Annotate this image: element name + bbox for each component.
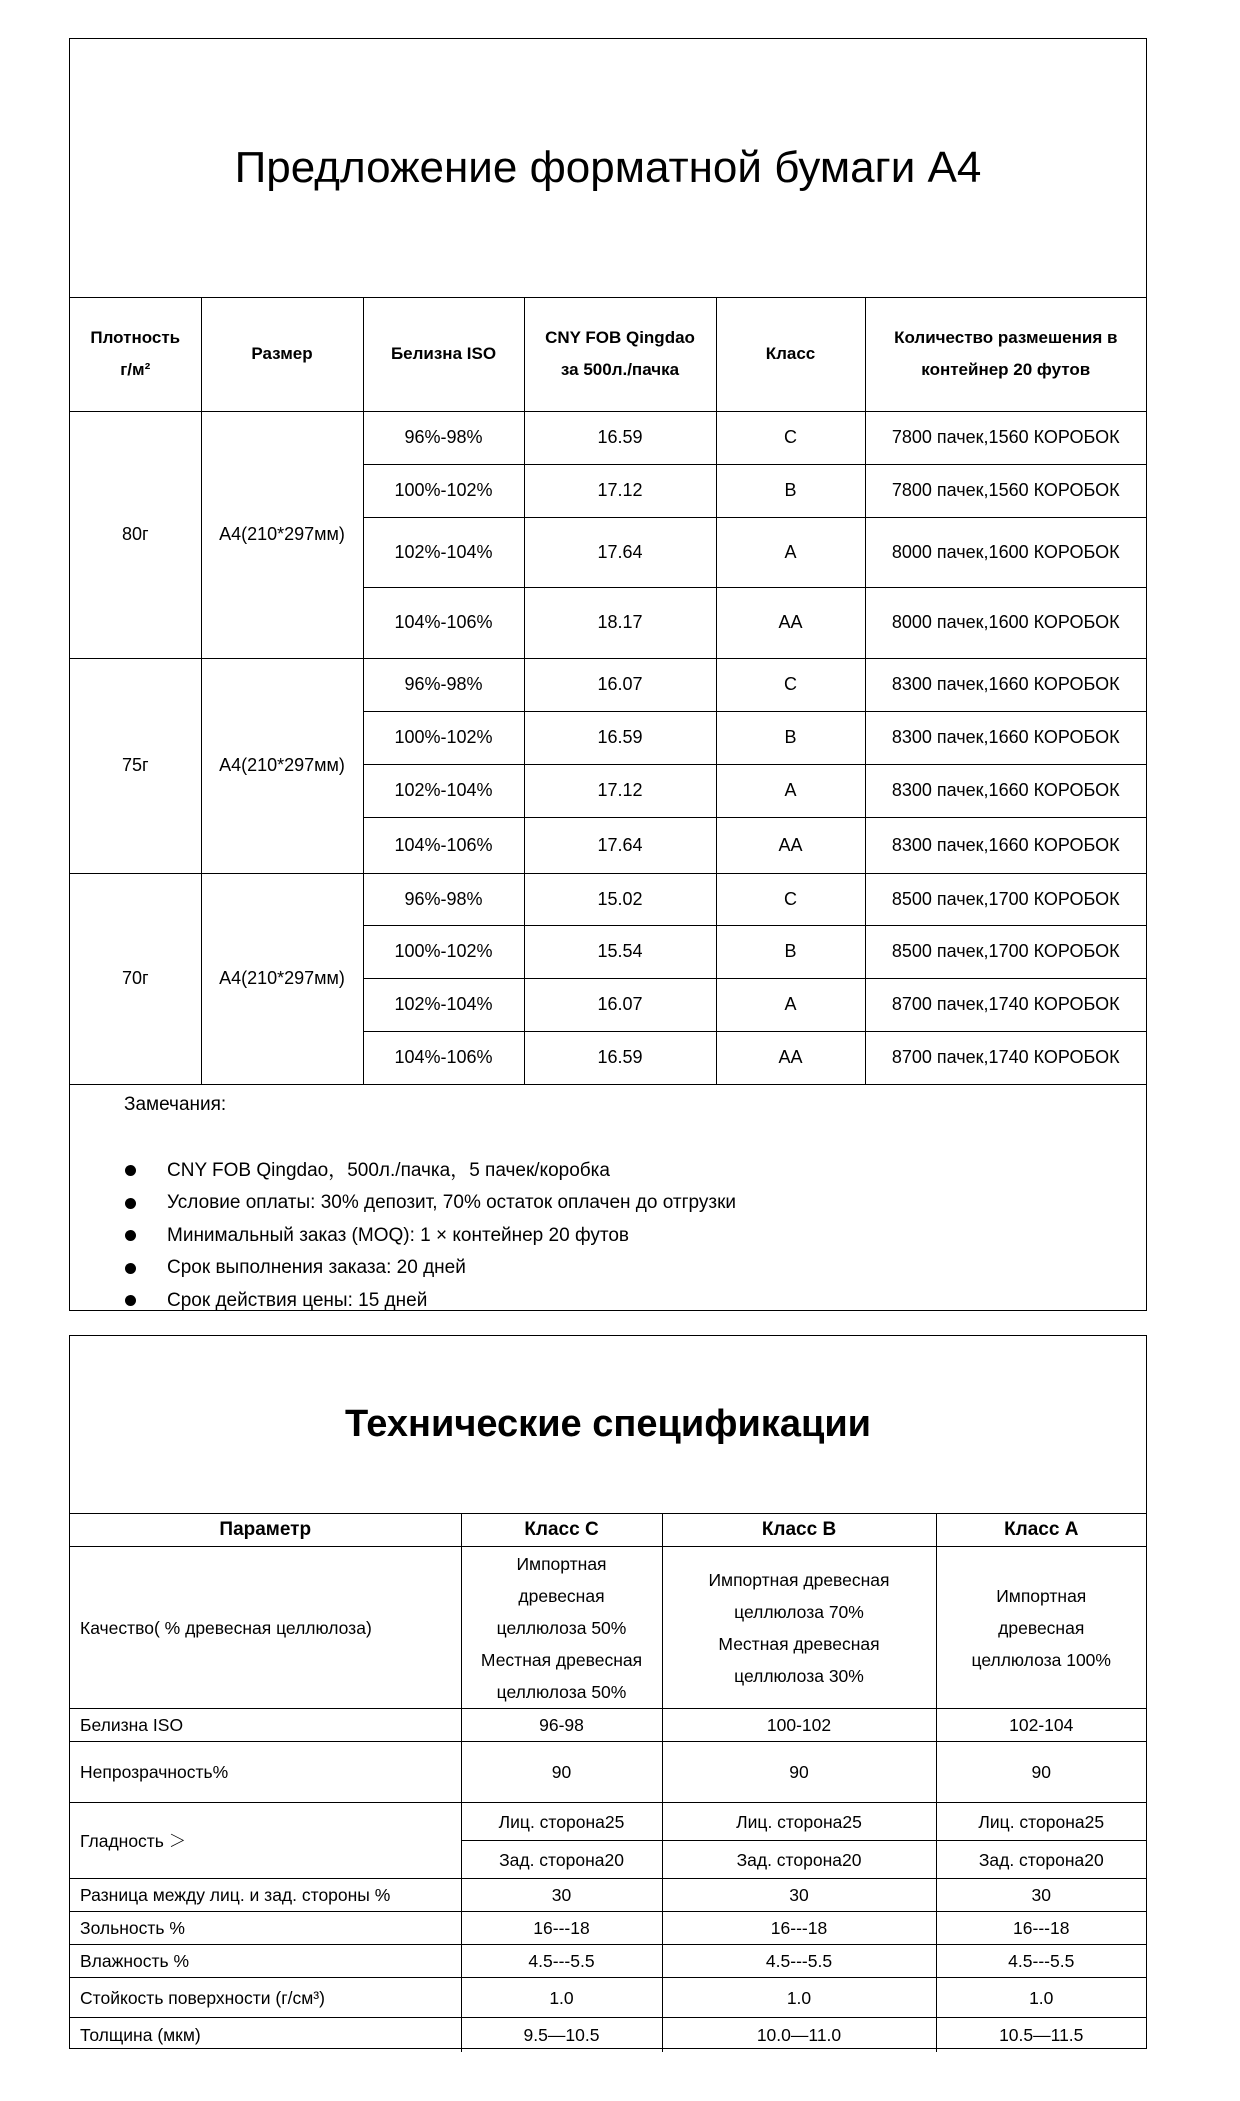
price-cell: 16.07 bbox=[524, 978, 716, 1031]
bullet-icon bbox=[125, 1165, 136, 1176]
param-label: Толщина (мкм) bbox=[70, 2018, 461, 2052]
header-price bbox=[524, 298, 716, 411]
notes-block bbox=[70, 1085, 1146, 1318]
size-cell: A4(210*297мм) bbox=[201, 411, 363, 658]
density-cell: 70г bbox=[70, 873, 201, 1084]
param-label: Качество( % древесная целлюлоза) bbox=[70, 1547, 461, 1709]
value-cell: 16---18 bbox=[936, 1912, 1146, 1945]
price-table bbox=[70, 298, 1146, 1085]
whiteness-cell: 96%-98% bbox=[363, 411, 524, 464]
quantity-cell: 8700 пачек,1740 КОРОБОК bbox=[865, 1031, 1146, 1084]
quality-c-line: целлюлоза 50% bbox=[496, 1681, 627, 1702]
header-density bbox=[70, 298, 201, 411]
offer-title-area bbox=[70, 39, 1146, 298]
value-cell: 90 bbox=[662, 1742, 936, 1803]
quantity-cell: 8000 пачек,1600 КОРОБОК bbox=[865, 517, 1146, 587]
value-cell: Зад. сторона20 bbox=[662, 1841, 936, 1879]
value-cell: 30 bbox=[936, 1879, 1146, 1912]
quantity-cell: 7800 пачек,1560 КОРОБОК bbox=[865, 411, 1146, 464]
param-label: Разница между лиц. и зад. стороны % bbox=[70, 1879, 461, 1912]
value-cell: Зад. сторона20 bbox=[461, 1841, 662, 1879]
list-item bbox=[125, 1220, 1146, 1253]
bullet-icon bbox=[125, 1263, 136, 1274]
quality-c-line: древесная bbox=[518, 1585, 605, 1606]
whiteness-cell: 102%-104% bbox=[363, 517, 524, 587]
param-label: Влажность % bbox=[70, 1945, 461, 1978]
header-size: Размер bbox=[201, 298, 363, 411]
header-density-line1: Плотность bbox=[90, 328, 181, 348]
quality-b-line: целлюлоза 30% bbox=[734, 1665, 864, 1686]
specs-table bbox=[70, 1514, 1146, 2052]
quality-b-line: целлюлоза 70% bbox=[734, 1601, 864, 1622]
price-cell: 15.02 bbox=[524, 873, 716, 925]
value-cell: 30 bbox=[662, 1879, 936, 1912]
price-cell: 17.64 bbox=[524, 817, 716, 873]
quality-a-line: целлюлоза 100% bbox=[971, 1649, 1111, 1670]
grade-cell: AA bbox=[716, 587, 865, 658]
value-cell: Лиц. сторона25 bbox=[936, 1803, 1146, 1841]
quantity-cell: 8000 пачек,1600 КОРОБОК bbox=[865, 587, 1146, 658]
grade-cell: AA bbox=[716, 817, 865, 873]
header-price-line1: CNY FOB Qingdao bbox=[545, 328, 695, 348]
size-cell: A4(210*297мм) bbox=[201, 658, 363, 873]
param-label: Гладность ＞ bbox=[70, 1803, 461, 1879]
table-row bbox=[70, 1912, 1146, 1945]
header-grade-c: Класс C bbox=[461, 1514, 662, 1547]
density-cell: 80г bbox=[70, 411, 201, 658]
grade-cell: A bbox=[716, 978, 865, 1031]
value-cell: 1.0 bbox=[662, 1978, 936, 2018]
value-cell: 4.5---5.5 bbox=[461, 1945, 662, 1978]
value-cell: Лиц. сторона25 bbox=[461, 1803, 662, 1841]
header-density-line2: г/м² bbox=[120, 360, 151, 380]
table-row bbox=[70, 873, 1146, 925]
table-row bbox=[70, 411, 1146, 464]
price-cell: 17.12 bbox=[524, 464, 716, 517]
bullet-icon bbox=[125, 1230, 136, 1241]
grade-cell: B bbox=[716, 711, 865, 764]
whiteness-cell: 100%-102% bbox=[363, 464, 524, 517]
quality-c-line: Импортная bbox=[516, 1553, 607, 1574]
param-label: Стойкость поверхности (г/см³) bbox=[70, 1978, 461, 2018]
whiteness-cell: 100%-102% bbox=[363, 711, 524, 764]
price-cell: 18.17 bbox=[524, 587, 716, 658]
offer-section bbox=[69, 38, 1147, 1311]
quantity-cell: 8700 пачек,1740 КОРОБОК bbox=[865, 978, 1146, 1031]
grade-cell: AA bbox=[716, 1031, 865, 1084]
list-item bbox=[125, 1187, 1146, 1220]
header-grade-a: Класс A bbox=[936, 1514, 1146, 1547]
price-cell: 15.54 bbox=[524, 925, 716, 978]
quantity-cell: 8300 пачек,1660 КОРОБОК bbox=[865, 658, 1146, 711]
quantity-cell: 8500 пачек,1700 КОРОБОК bbox=[865, 925, 1146, 978]
quality-a-cell bbox=[936, 1547, 1146, 1709]
value-cell: 100-102 bbox=[662, 1709, 936, 1742]
quantity-cell: 8300 пачек,1660 КОРОБОК bbox=[865, 764, 1146, 817]
size-cell: A4(210*297мм) bbox=[201, 873, 363, 1084]
quality-c-line: Местная древесная bbox=[480, 1649, 643, 1670]
bullet-icon bbox=[125, 1198, 136, 1209]
whiteness-cell: 104%-106% bbox=[363, 817, 524, 873]
quality-c-cell bbox=[461, 1547, 662, 1709]
whiteness-cell: 100%-102% bbox=[363, 925, 524, 978]
grade-cell: B bbox=[716, 925, 865, 978]
whiteness-cell: 96%-98% bbox=[363, 873, 524, 925]
quantity-cell: 8300 пачек,1660 КОРОБОК bbox=[865, 817, 1146, 873]
value-cell: 16---18 bbox=[461, 1912, 662, 1945]
table-row bbox=[70, 1978, 1146, 2018]
note-text: CNY FOB Qingdao，500л./пачка，5 пачек/коробка bbox=[167, 1159, 610, 1181]
quality-c-line: целлюлоза 50% bbox=[496, 1617, 627, 1638]
header-quantity-line1: Количество размешения в bbox=[894, 328, 1118, 348]
table-row bbox=[70, 1547, 1146, 1709]
price-cell: 16.59 bbox=[524, 711, 716, 764]
price-table-header-row bbox=[70, 298, 1146, 411]
offer-title: Предложение форматной бумаги А4 bbox=[234, 143, 982, 192]
header-parameter: Параметр bbox=[70, 1514, 461, 1547]
value-cell: 90 bbox=[936, 1742, 1146, 1803]
header-grade-b: Класс B bbox=[662, 1514, 936, 1547]
table-row bbox=[70, 2018, 1146, 2052]
quality-a-line: древесная bbox=[998, 1617, 1085, 1638]
table-row bbox=[70, 1709, 1146, 1742]
price-cell: 17.12 bbox=[524, 764, 716, 817]
value-cell: 10.0—11.0 bbox=[662, 2018, 936, 2052]
header-price-line2: за 500л./пачка bbox=[560, 360, 680, 380]
specs-title-area bbox=[70, 1336, 1146, 1514]
table-row bbox=[70, 1803, 1146, 1841]
price-cell: 16.07 bbox=[524, 658, 716, 711]
specs-title: Технические спецификации bbox=[344, 1403, 872, 1445]
quality-b-line: Местная древесная bbox=[718, 1633, 880, 1654]
whiteness-cell: 102%-104% bbox=[363, 978, 524, 1031]
value-cell: 96-98 bbox=[461, 1709, 662, 1742]
quantity-cell: 7800 пачек,1560 КОРОБОК bbox=[865, 464, 1146, 517]
whiteness-cell: 104%-106% bbox=[363, 587, 524, 658]
value-cell: 10.5—11.5 bbox=[936, 2018, 1146, 2052]
value-cell: 30 bbox=[461, 1879, 662, 1912]
header-quantity-line2: контейнер 20 футов bbox=[921, 360, 1091, 380]
header-quantity bbox=[865, 298, 1146, 411]
grade-cell: C bbox=[716, 658, 865, 711]
value-cell: Зад. сторона20 bbox=[936, 1841, 1146, 1879]
specs-header-row bbox=[70, 1514, 1146, 1547]
header-whiteness: Белизна ISO bbox=[363, 298, 524, 411]
value-cell: 9.5—10.5 bbox=[461, 2018, 662, 2052]
note-text: Срок действия цены: 15 дней bbox=[167, 1289, 428, 1311]
list-item bbox=[125, 1252, 1146, 1285]
quantity-cell: 8500 пачек,1700 КОРОБОК bbox=[865, 873, 1146, 925]
note-text: Условие оплаты: 30% депозит, 70% остаток оплачен до отгрузки bbox=[167, 1192, 736, 1213]
list-item bbox=[125, 1155, 1146, 1188]
grade-cell: B bbox=[716, 464, 865, 517]
grade-cell: C bbox=[716, 873, 865, 925]
bullet-icon bbox=[125, 1295, 136, 1306]
quality-b-cell bbox=[662, 1547, 936, 1709]
value-cell: 4.5---5.5 bbox=[662, 1945, 936, 1978]
table-row bbox=[70, 1945, 1146, 1978]
table-row bbox=[70, 1879, 1146, 1912]
grade-cell: A bbox=[716, 764, 865, 817]
value-cell: 1.0 bbox=[936, 1978, 1146, 2018]
param-label: Зольность % bbox=[70, 1912, 461, 1945]
notes-title: Замечания: bbox=[124, 1093, 227, 1115]
whiteness-cell: 96%-98% bbox=[363, 658, 524, 711]
quantity-cell: 8300 пачек,1660 КОРОБОК bbox=[865, 711, 1146, 764]
specs-section bbox=[69, 1335, 1147, 2049]
price-cell: 17.64 bbox=[524, 517, 716, 587]
value-cell: 4.5---5.5 bbox=[936, 1945, 1146, 1978]
note-text: Срок выполнения заказа: 20 дней bbox=[167, 1257, 466, 1278]
param-label: Непрозрачность% bbox=[70, 1742, 461, 1803]
whiteness-cell: 104%-106% bbox=[363, 1031, 524, 1084]
value-cell: 102-104 bbox=[936, 1709, 1146, 1742]
quality-b-line: Импортная древесная bbox=[708, 1569, 890, 1590]
density-cell: 75г bbox=[70, 658, 201, 873]
table-row bbox=[70, 658, 1146, 711]
grade-cell: A bbox=[716, 517, 865, 587]
price-cell: 16.59 bbox=[524, 1031, 716, 1084]
table-row bbox=[70, 1742, 1146, 1803]
header-grade: Класс bbox=[716, 298, 865, 411]
note-text: Минимальный заказ (MOQ): 1 × контейнер 20 футов bbox=[167, 1224, 630, 1246]
whiteness-cell: 102%-104% bbox=[363, 764, 524, 817]
quality-a-line: Импортная bbox=[996, 1585, 1087, 1606]
grade-cell: C bbox=[716, 411, 865, 464]
value-cell: Лиц. сторона25 bbox=[662, 1803, 936, 1841]
param-label: Белизна ISO bbox=[70, 1709, 461, 1742]
notes-list bbox=[70, 1155, 1146, 1318]
value-cell: 1.0 bbox=[461, 1978, 662, 2018]
value-cell: 16---18 bbox=[662, 1912, 936, 1945]
list-item bbox=[125, 1285, 1146, 1318]
value-cell: 90 bbox=[461, 1742, 662, 1803]
price-cell: 16.59 bbox=[524, 411, 716, 464]
